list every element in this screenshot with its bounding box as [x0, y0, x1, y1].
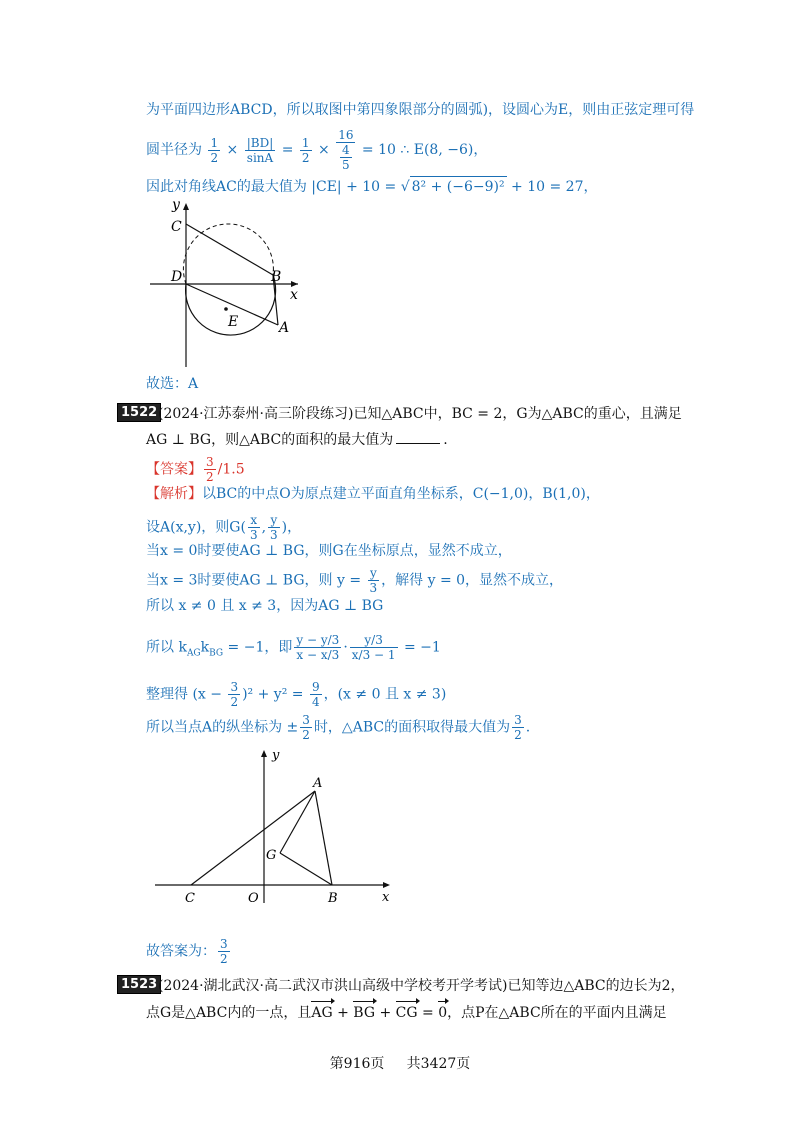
problem-stem: (2024·湖北武汉·高二武汉市洪山高级中学校考开学考试)已知等边△ABC的边长为2，	[158, 978, 685, 994]
label-x: x	[382, 890, 390, 905]
analysis-line: 当x = 0时要使AG ⊥ BG，则G在坐标原点，显然不成立，	[146, 543, 512, 559]
label-y: y	[272, 748, 280, 763]
solution-radius-line: 圆半径为 $\frac{1}{2}$ × $\frac{|BD|}{\sin A}$ = $\frac{1}{2}$ × $\frac{16}{\frac{4}{5}}$ = 10 ∴ E(8, −6)，	[146, 128, 488, 172]
vector-CG: CG	[395, 1005, 418, 1021]
segment-CB	[186, 224, 273, 275]
fraction: $\frac{3}{2}$	[206, 455, 214, 484]
analysis-line: 所以当点A的纵坐标为 ± $\frac{3}{2}$ 时，△ABC的面积取得最大值为 $\frac{3}{2}$ .	[146, 713, 531, 742]
fraction: $\frac{1}{2}$	[210, 135, 219, 165]
page-number: 第916页	[329, 1056, 385, 1072]
page-total: 共3427页	[406, 1056, 471, 1072]
y-axis-arrow	[183, 203, 189, 210]
label-x: x	[290, 287, 298, 303]
label-B: B	[271, 269, 282, 285]
x-axis-arrow	[383, 882, 390, 888]
label-B: B	[328, 891, 338, 905]
analysis-line: 所以 $k_{AG}k_{BG} = -1$，即 $\frac{y - y/3}{x - x/3}$ · $\frac{y/3}{x/3 - 1}$ = −1	[146, 633, 441, 662]
label-D: D	[171, 269, 183, 285]
analysis-line: 设A(x,y)，则G( $\frac{x}{3}$ , $\frac{y}{3}$ )，	[146, 513, 302, 542]
label-C: C	[171, 219, 182, 235]
vector-BG: BG	[353, 1005, 375, 1021]
label-C: C	[185, 891, 195, 905]
problem-number-badge: 1523	[117, 975, 161, 994]
figure-triangle-centroid	[150, 745, 400, 905]
page-footer	[0, 1053, 800, 1073]
answer-blank	[396, 443, 440, 444]
segment-AG	[280, 791, 315, 853]
circle-arc-dashed	[183, 224, 273, 284]
problem-stem: (2024·江苏泰州·高三阶段练习)已知△ABC中，BC = 2，G为△ABC的重心，且满足	[158, 406, 682, 422]
label-E: E	[228, 314, 239, 330]
problem-stem-line2: 点G是△ABC内的一点，且AG + BG + CG = 0，点P在△ABC所在的平面内且满足	[146, 1005, 667, 1021]
vector-AG: AG	[311, 1005, 333, 1021]
label-O: O	[248, 891, 259, 905]
analysis-line: 所以 x ≠ 0 且 x ≠ 3，因为AG ⊥ BG	[146, 598, 384, 614]
y-axis-arrow	[261, 750, 267, 757]
problem-number-badge: 1522	[117, 403, 161, 422]
conclusion-text: 故选：A	[146, 376, 199, 392]
label-y: y	[172, 197, 180, 213]
label-G: G	[266, 848, 277, 863]
answer-line: 【答案】 $\frac{3}{2}$ /1.5	[146, 455, 245, 484]
fraction: $\frac{1}{2}$	[301, 135, 310, 165]
label-A: A	[313, 776, 323, 791]
segment-AB	[315, 791, 332, 885]
segment-CA	[191, 791, 315, 885]
fraction: $\frac{16}{\frac{4}{5}}$	[338, 128, 354, 172]
answer-tag: 【答案】	[146, 461, 202, 478]
final-answer-line: 故答案为： $\frac{3}{2}$	[146, 937, 228, 966]
analysis-line: 整理得 (x − $\frac{3}{2}$ )² + y² = $\frac{9}{4}$ ，(x ≠ 0 且 x ≠ 3)	[146, 680, 447, 709]
solution-text-line: 为平面四边形ABCD，所以取图中第四象限部分的圆弧)，设圆心为E，则由正弦定理可得	[146, 102, 695, 118]
label-A: A	[279, 320, 290, 336]
solution-max-line: 因此对角线AC的最大值为 |CE| + 10 = √ 8² + (−6−9)² + 10 = 27，	[146, 176, 598, 197]
segment-GB	[280, 853, 332, 885]
analysis-line: 当x = 3时要使AG ⊥ BG，则 y = $\frac{y}{3}$ ，解得 y = 0，显然不成立，	[146, 566, 564, 595]
vector-zero: 0	[438, 1005, 448, 1021]
analysis-tag: 【解析】	[146, 486, 202, 502]
analysis-line: 【解析】以BC的中点O为原点建立平面直角坐标系，C(−1,0)，B(1,0)，	[146, 486, 600, 502]
fraction: $\frac{|BD|}{\sin A}$	[246, 135, 274, 165]
point-E	[224, 307, 228, 311]
problem-stem-line2: AG ⊥ BG，则△ABC的面积的最大值为 .	[146, 432, 448, 448]
figure-circle-quadrilateral	[140, 195, 310, 375]
